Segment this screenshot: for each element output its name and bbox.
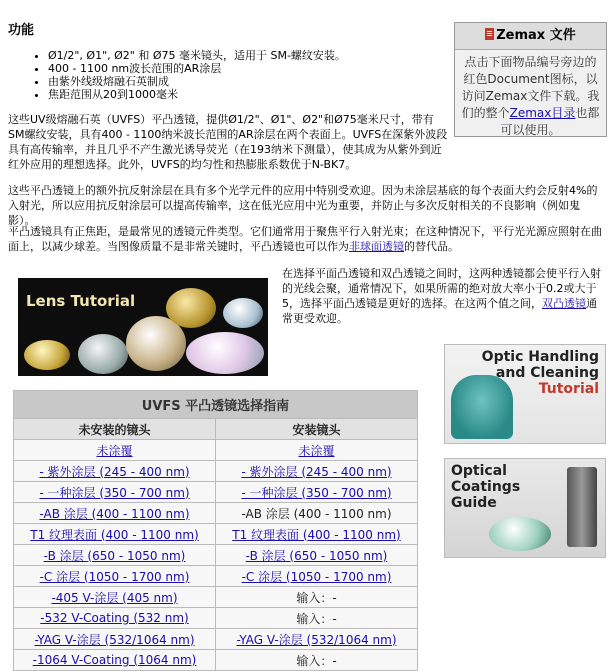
coating-link[interactable]: -C 涂层 (1050 - 1700 nm) xyxy=(39,569,190,584)
table-row xyxy=(14,629,418,650)
document-icon[interactable] xyxy=(485,28,494,40)
mounted-cell: 输入：- xyxy=(216,608,418,629)
table-row xyxy=(14,503,418,524)
optical-coatings-guide-thumbnail[interactable] xyxy=(444,458,606,558)
coating-link[interactable]: 未涂覆 xyxy=(298,443,335,458)
optic-handling-line1: Optic Handling xyxy=(481,349,599,365)
mounted-cell xyxy=(216,566,418,587)
section-heading: 功能 xyxy=(8,23,35,38)
feature-item: • 焦距范围从20到1000毫米 xyxy=(48,88,468,101)
feature-item: • 400 - 1100 nm波长范围的AR涂层 xyxy=(48,62,468,75)
unmounted-cell xyxy=(14,503,216,524)
mounted-cell: 输入：- xyxy=(216,650,418,671)
optical-coatings-line1: Optical xyxy=(451,463,507,479)
lens-tutorial-label: Lens Tutorial xyxy=(26,292,136,310)
mounted-cell xyxy=(216,482,418,503)
aspheric-lens-link[interactable]: 非球面透镜 xyxy=(349,240,404,253)
zemax-text: 点击下面物品编号旁边的红色Document图标，以访问Zemax文件下载。我们的整个 xyxy=(461,55,600,120)
coating-link[interactable]: - 紫外涂层 (245 - 400 nm) xyxy=(241,464,392,479)
unmounted-cell xyxy=(14,629,216,650)
mount-graphic xyxy=(567,467,597,547)
coating-link[interactable]: -C 涂层 (1050 - 1700 nm) xyxy=(241,569,392,584)
coating-link[interactable]: -B 涂层 (650 - 1050 nm) xyxy=(245,548,388,563)
usage-text-end: 的替代品。 xyxy=(404,240,459,253)
coating-link[interactable]: -YAG V-涂层 (532/1064 nm) xyxy=(34,632,195,647)
coating-link[interactable]: -YAG V-涂层 (532/1064 nm) xyxy=(236,632,397,647)
coating-link[interactable]: -532 V-Coating (532 nm) xyxy=(40,611,189,625)
mounted-cell xyxy=(216,524,418,545)
optical-coatings-label xyxy=(451,463,520,511)
zemax-box xyxy=(454,22,607,137)
feature-item: • Ø1/2", Ø1", Ø2" 和 Ø75 毫米镜头，适用于 SM-螺纹安装。 xyxy=(48,49,468,62)
zemax-body xyxy=(455,50,606,139)
coating-paragraph: 这些平凸透镜上的额外抗反射涂层在具有多个光学元件的应用中特别受欢迎。因为未涂层基底的每个表面大约会反射4%的入射光，所以应用抗反射涂层可以提高传输率，这在低光应用中光为重要，并防止与多次反射相关的不良影响（例如鬼影）。 xyxy=(8,184,598,227)
lens-tutorial-image[interactable] xyxy=(18,278,268,376)
zemax-text-end: 也都可以使用。 xyxy=(500,106,600,137)
optical-coatings-line2: Coatings xyxy=(451,479,521,495)
selection-text: 在选择平面凸透镜和双凸透镜之间时，这两种透镜都会使平行入射的光线会聚，通常情况下，如果所需的绝对放大率小于0.2或大于5，选择平面凸透镜是更好的选择。在这两个值之间， xyxy=(282,267,601,310)
table-row xyxy=(14,566,418,587)
coating-link[interactable]: 未涂覆 xyxy=(96,443,133,458)
coating-link[interactable]: - 一种涂层 (350 - 700 nm) xyxy=(241,485,392,500)
selection-text-end: 通常更受欢迎。 xyxy=(282,297,597,325)
coating-link[interactable]: - 一种涂层 (350 - 700 nm) xyxy=(39,485,190,500)
table-row xyxy=(14,461,418,482)
column-header-mounted: 安装镜头 xyxy=(216,419,418,440)
mounted-cell xyxy=(216,545,418,566)
table-row xyxy=(14,587,418,608)
table-row xyxy=(14,482,418,503)
usage-text: 平凸透镜具有正焦距，是最常见的透镜元件类型。它们通常用于聚焦平行入射光束；在这种情况下，平行光光源应照射在曲面上，以减少球差。当图像质量不是非常关键时，平凸透镜也可以作为 xyxy=(8,225,602,253)
optic-handling-line2: and Cleaning xyxy=(495,365,599,381)
unmounted-cell xyxy=(14,524,216,545)
unmounted-cell xyxy=(14,608,216,629)
zemax-title: Zemax 文件 xyxy=(496,28,576,43)
coating-link[interactable]: -1064 V-Coating (1064 nm) xyxy=(32,653,197,667)
unmounted-cell xyxy=(14,650,216,671)
coating-link[interactable]: - 紫外涂层 (245 - 400 nm) xyxy=(39,464,190,479)
unmounted-cell xyxy=(14,587,216,608)
table-row xyxy=(14,650,418,671)
coating-link[interactable]: -405 V-涂层 (405 nm) xyxy=(51,590,178,605)
mounted-cell: 输入：- xyxy=(216,587,418,608)
table-caption: UVFS 平凸透镜选择指南 xyxy=(14,391,418,419)
mounted-cell: -AB 涂层 (400 - 1100 nm) xyxy=(216,503,418,524)
coating-link[interactable]: -B 涂层 (650 - 1050 nm) xyxy=(43,548,186,563)
intro-paragraph: 这些UV级熔融石英（UVFS）平凸透镜，提供Ø1/2"、Ø1"、Ø2"和Ø75毫米尺寸，带有SM螺纹安装，具有400 - 1100纳米波长范围的AR涂层在两个表面上。UVFS在深紫外波段具有高传输率，并且几乎不产生激光诱导荧光（在193纳米下测量），使其成为从紫外到近红外应用的理想选择。此外，UVFS的均匀性和热膨胀系数优于N-BK7。 xyxy=(8,113,448,171)
coating-link[interactable]: T1 纹理表面 (400 - 1100 nm) xyxy=(30,527,199,542)
unmounted-cell xyxy=(14,440,216,461)
unmounted-cell xyxy=(14,545,216,566)
usage-paragraph xyxy=(8,224,604,254)
zemax-catalog-link[interactable]: Zemax目录 xyxy=(509,106,576,120)
feature-item: • 由紫外线级熔融石英制成 xyxy=(48,75,468,88)
uvfs-selection-table xyxy=(13,390,418,671)
table-row xyxy=(14,608,418,629)
optic-handling-line3: Tutorial xyxy=(538,381,599,397)
coating-link[interactable]: -AB 涂层 (400 - 1100 nm) xyxy=(39,506,190,521)
table-row xyxy=(14,440,418,461)
biconvex-lens-link[interactable]: 双凸透镜 xyxy=(542,297,586,310)
optic-handling-label xyxy=(482,349,599,397)
coating-link[interactable]: T1 纹理表面 (400 - 1100 nm) xyxy=(232,527,401,542)
selection-paragraph xyxy=(282,266,604,326)
feature-list xyxy=(30,49,468,101)
coated-optic-graphic xyxy=(489,517,551,551)
unmounted-cell xyxy=(14,566,216,587)
table-row xyxy=(14,545,418,566)
zemax-header xyxy=(455,23,606,50)
table-row xyxy=(14,524,418,545)
mounted-cell xyxy=(216,629,418,650)
unmounted-cell xyxy=(14,482,216,503)
table-body xyxy=(14,440,418,671)
column-header-unmounted: 未安装的镜头 xyxy=(14,419,216,440)
mounted-cell xyxy=(216,461,418,482)
optical-coatings-line3: Guide xyxy=(451,495,497,511)
unmounted-cell xyxy=(14,461,216,482)
mounted-cell xyxy=(216,440,418,461)
optic-handling-tutorial-thumbnail[interactable] xyxy=(444,344,606,444)
